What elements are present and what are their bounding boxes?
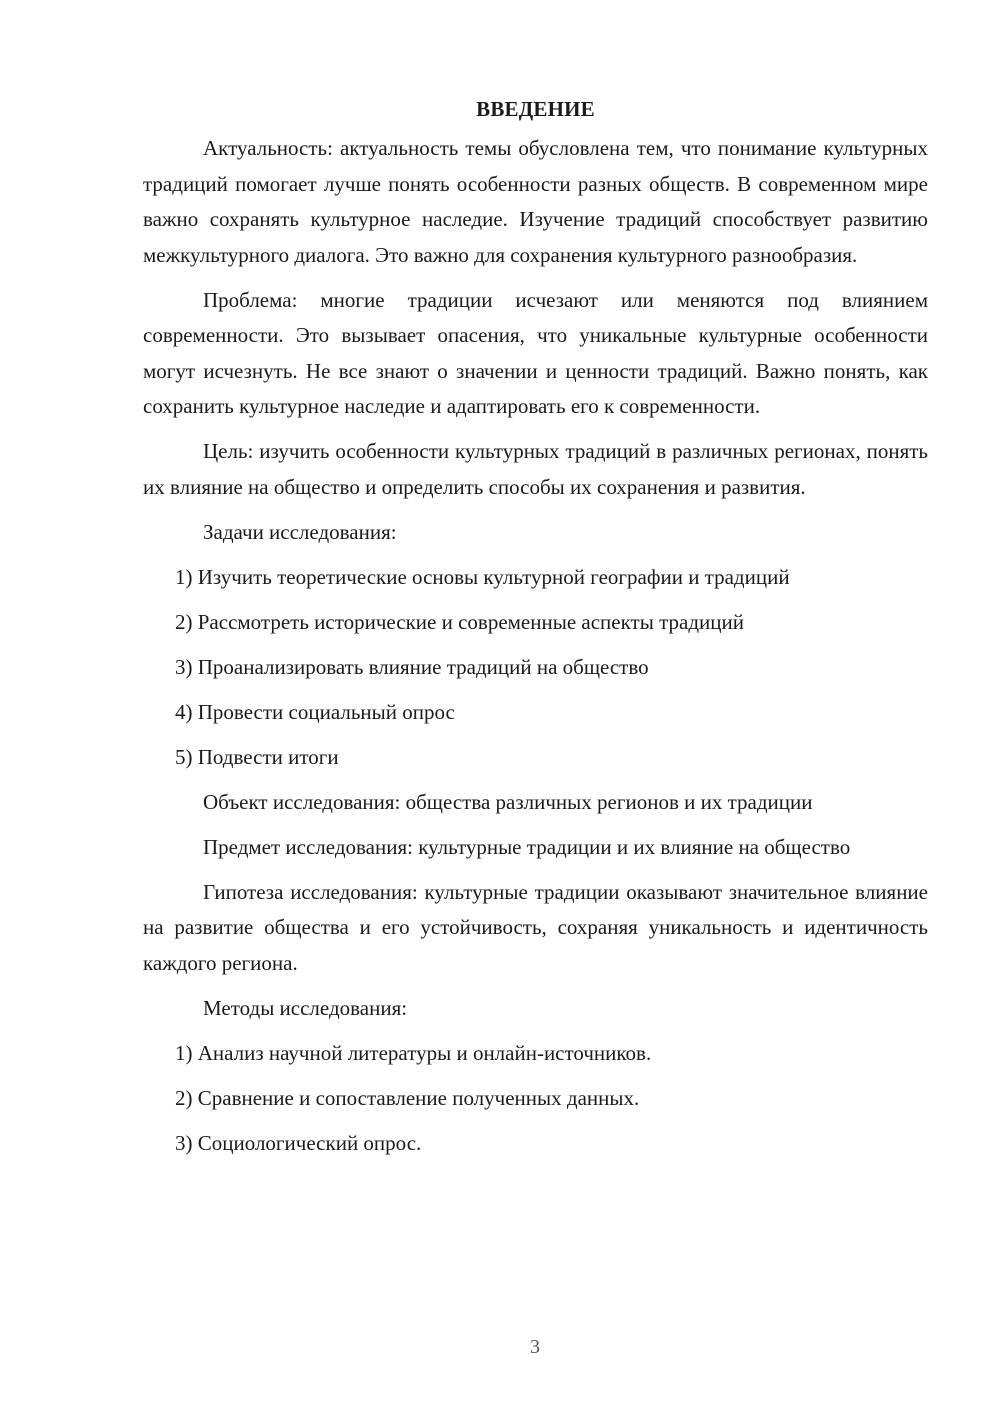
page-content	[143, 92, 928, 1171]
subject-paragraph: Предмет исследования: культурные традиции и их влияние на общество	[203, 834, 851, 859]
tasks-heading: Задачи исследования:	[203, 519, 397, 544]
list-item: 5) Подвести итоги	[175, 744, 339, 769]
methods-heading: Методы исследования:	[203, 995, 408, 1020]
list-item: 2) Рассмотреть исторические и современные аспекты традиций	[175, 609, 744, 634]
list-item: 1) Изучить теоретические основы культурной географии и традиций	[175, 564, 790, 589]
hypothesis-paragraph: Гипотеза исследования: культурные традиции оказывают значительное влияние на развитие общества и его устойчивость, сохраняя уникальность и идентичность каждого региона.	[143, 879, 928, 975]
page-number: 3	[530, 1336, 540, 1358]
problem-paragraph: Проблема: многие традиции исчезают или меняются под влиянием современности. Это вызывает опасения, что уникальные культурные особенности могут исчезнуть. Не все знают о значении и ценности традиций. Важно понять, как сохранить культурное наследие и адаптировать его к современности.	[143, 287, 928, 418]
goal-paragraph: Цель: изучить особенности культурных традиций в различных регионах, понять их влияние на общество и определить способы их сохранения и развития.	[143, 439, 928, 499]
section-title: ВВЕДЕНИЕ	[476, 97, 595, 121]
list-item: 2) Сравнение и сопоставление полученных данных.	[175, 1085, 640, 1110]
list-item: 4) Провести социальный опрос	[175, 699, 455, 724]
relevance-paragraph: Актуальность: актуальность темы обусловлена тем, что понимание культурных традиций помогает лучше понять особенности разных обществ. В современном мире важно сохранять культурное наследие. Изучение традиций способствует развитию межкультурного диалога. Это важно для сохранения культурного разнообразия.	[143, 136, 928, 267]
list-item: 3) Проанализировать влияние традиций на общество	[175, 654, 649, 679]
list-item: 1) Анализ научной литературы и онлайн-источников.	[175, 1040, 652, 1065]
tasks-list	[143, 560, 928, 776]
object-paragraph: Объект исследования: общества различных регионов и их традиции	[203, 789, 813, 814]
list-item: 3) Социологический опрос.	[175, 1130, 422, 1155]
methods-list	[143, 1036, 928, 1162]
